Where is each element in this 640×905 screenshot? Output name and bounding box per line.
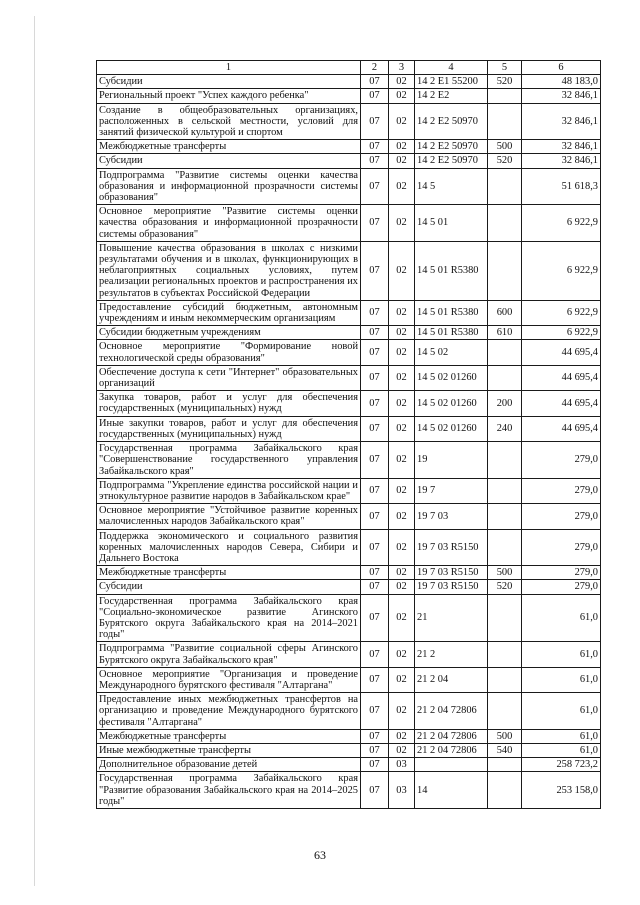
row-section-cell: 07 [361,693,389,730]
row-section-cell: 07 [361,758,389,772]
row-name-cell: Субсидии [97,75,361,89]
row-amount-cell: 32 846,1 [522,103,601,140]
row-name-cell: Закупка товаров, работ и услуг для обеспечения государственных (муниципальных) нужд [97,391,361,416]
row-subsection-cell: 02 [389,391,415,416]
row-expense-type-cell: 200 [488,391,522,416]
row-subsection-cell: 02 [389,300,415,325]
table-row [97,75,601,89]
row-amount-cell: 279,0 [522,580,601,594]
row-amount-cell: 51 618,3 [522,168,601,205]
row-expense-type-cell [488,693,522,730]
header-col-6: 6 [522,61,601,75]
row-section-cell: 07 [361,729,389,743]
row-amount-cell: 61,0 [522,594,601,642]
row-subsection-cell: 03 [389,772,415,809]
row-target-code-cell: 14 [415,772,488,809]
row-expense-type-cell [488,168,522,205]
row-section-cell: 07 [361,365,389,390]
table-row [97,300,601,325]
row-amount-cell: 44 695,4 [522,391,601,416]
table-row [97,580,601,594]
row-section-cell: 07 [361,772,389,809]
row-expense-type-cell [488,365,522,390]
row-section-cell: 07 [361,75,389,89]
row-amount-cell: 61,0 [522,693,601,730]
header-row [97,61,601,75]
row-subsection-cell: 02 [389,442,415,479]
table-row [97,103,601,140]
row-amount-cell: 61,0 [522,743,601,757]
table-row [97,326,601,340]
row-section-cell: 07 [361,416,389,441]
table-row [97,478,601,503]
row-target-code-cell: 21 2 04 72806 [415,729,488,743]
row-name-cell: Основное мероприятие "Развитие системы оценки качества образования и информационной прозрачности системы образования" [97,205,361,242]
row-expense-type-cell [488,758,522,772]
row-amount-cell: 279,0 [522,566,601,580]
budget-table [96,60,601,809]
row-name-cell: Основное мероприятие "Устойчивое развитие коренных малочисленных народов Забайкальского края" [97,504,361,529]
row-name-cell: Предоставление иных межбюджетных трансфертов на организацию и проведение Международного бурятского фестиваля "Алтаргана" [97,693,361,730]
table-row [97,168,601,205]
table-row [97,729,601,743]
row-section-cell: 07 [361,566,389,580]
row-target-code-cell: 14 2 E2 50970 [415,103,488,140]
row-target-code-cell: 21 2 04 72806 [415,743,488,757]
row-subsection-cell: 02 [389,89,415,103]
row-name-cell: Подпрограмма "Развитие системы оценки качества образования и информационной прозрачности системы образования" [97,168,361,205]
row-subsection-cell: 02 [389,594,415,642]
table-row [97,772,601,809]
row-target-code-cell [415,758,488,772]
row-subsection-cell: 02 [389,365,415,390]
row-expense-type-cell: 500 [488,566,522,580]
row-subsection-cell: 02 [389,205,415,242]
row-target-code-cell: 21 2 04 72806 [415,693,488,730]
table-row [97,442,601,479]
row-amount-cell: 32 846,1 [522,140,601,154]
row-subsection-cell: 02 [389,140,415,154]
row-expense-type-cell [488,241,522,300]
table-row [97,340,601,365]
row-subsection-cell: 02 [389,75,415,89]
row-name-cell: Поддержка экономического и социального развития коренных малочисленных народов Севера, Сибири и Дальнего Востока [97,529,361,566]
row-name-cell: Региональный проект "Успех каждого ребенка" [97,89,361,103]
table-row [97,241,601,300]
row-target-code-cell: 19 7 03 R5150 [415,580,488,594]
row-expense-type-cell [488,205,522,242]
row-expense-type-cell: 520 [488,580,522,594]
row-subsection-cell: 02 [389,743,415,757]
row-amount-cell: 61,0 [522,667,601,692]
row-expense-type-cell [488,772,522,809]
row-expense-type-cell: 610 [488,326,522,340]
row-expense-type-cell: 600 [488,300,522,325]
row-section-cell: 07 [361,340,389,365]
row-subsection-cell: 02 [389,693,415,730]
row-name-cell: Дополнительное образование детей [97,758,361,772]
header-col-3: 3 [389,61,415,75]
row-amount-cell: 32 846,1 [522,89,601,103]
header-col-4: 4 [415,61,488,75]
row-name-cell: Повышение качества образования в школах с низкими результатами обучения и в школах, функционирующих в неблагоприятных социальных условиях, путем реализации региональных проектов и распространения их результатов в субъектах Российской Федерации [97,241,361,300]
row-name-cell: Создание в общеобразовательных организациях, расположенных в сельской местности, условий для занятий физической культурой и спортом [97,103,361,140]
row-subsection-cell: 02 [389,416,415,441]
table-row [97,642,601,667]
row-target-code-cell: 14 5 02 01260 [415,416,488,441]
row-target-code-cell: 14 5 01 [415,205,488,242]
row-section-cell: 07 [361,529,389,566]
row-section-cell: 07 [361,580,389,594]
row-amount-cell: 61,0 [522,642,601,667]
scan-edge-line [34,16,35,886]
row-section-cell: 07 [361,642,389,667]
row-target-code-cell: 21 2 04 [415,667,488,692]
row-target-code-cell: 14 2 E2 [415,89,488,103]
table-row [97,693,601,730]
row-target-code-cell: 14 5 02 01260 [415,365,488,390]
row-target-code-cell: 14 5 [415,168,488,205]
row-amount-cell: 61,0 [522,729,601,743]
row-amount-cell: 253 158,0 [522,772,601,809]
row-target-code-cell: 14 5 01 R5380 [415,241,488,300]
table-row [97,365,601,390]
row-section-cell: 07 [361,140,389,154]
row-subsection-cell: 02 [389,642,415,667]
row-subsection-cell: 02 [389,168,415,205]
row-name-cell: Государственная программа Забайкальского края "Совершенствование государственного управления Забайкальского края" [97,442,361,479]
row-target-code-cell: 21 [415,594,488,642]
row-amount-cell: 44 695,4 [522,416,601,441]
table-row [97,416,601,441]
row-amount-cell: 6 922,9 [522,300,601,325]
row-name-cell: Межбюджетные трансферты [97,566,361,580]
row-section-cell: 07 [361,478,389,503]
row-section-cell: 07 [361,241,389,300]
row-name-cell: Субсидии [97,154,361,168]
row-amount-cell: 258 723,2 [522,758,601,772]
row-name-cell: Основное мероприятие "Организация и проведение Международного бурятского фестиваля "Алтаргана" [97,667,361,692]
row-expense-type-cell [488,529,522,566]
row-section-cell: 07 [361,103,389,140]
row-amount-cell: 32 846,1 [522,154,601,168]
row-expense-type-cell: 500 [488,729,522,743]
row-amount-cell: 6 922,9 [522,205,601,242]
row-target-code-cell: 21 2 [415,642,488,667]
row-section-cell: 07 [361,168,389,205]
row-amount-cell: 48 183,0 [522,75,601,89]
header-col-1: 1 [97,61,361,75]
row-target-code-cell: 19 [415,442,488,479]
row-subsection-cell: 02 [389,566,415,580]
table-row [97,529,601,566]
row-subsection-cell: 02 [389,241,415,300]
row-name-cell: Государственная программа Забайкальского края "Развитие образования Забайкальского края на 2014–2025 годы" [97,772,361,809]
table-row [97,743,601,757]
row-expense-type-cell [488,594,522,642]
row-expense-type-cell [488,667,522,692]
row-subsection-cell: 02 [389,667,415,692]
row-expense-type-cell [488,103,522,140]
row-name-cell: Межбюджетные трансферты [97,729,361,743]
row-amount-cell: 279,0 [522,504,601,529]
table-row [97,154,601,168]
row-amount-cell: 6 922,9 [522,241,601,300]
table-row [97,205,601,242]
row-section-cell: 07 [361,391,389,416]
row-expense-type-cell: 500 [488,140,522,154]
row-target-code-cell: 14 5 02 [415,340,488,365]
row-subsection-cell: 02 [389,580,415,594]
table-row [97,391,601,416]
row-expense-type-cell: 540 [488,743,522,757]
row-target-code-cell: 14 5 02 01260 [415,391,488,416]
row-amount-cell: 44 695,4 [522,365,601,390]
row-name-cell: Подпрограмма "Развитие социальной сферы Агинского Бурятского округа Забайкальского края" [97,642,361,667]
row-subsection-cell: 02 [389,478,415,503]
header-col-5: 5 [488,61,522,75]
table-body [97,75,601,809]
row-section-cell: 07 [361,154,389,168]
row-name-cell: Субсидии бюджетным учреждениям [97,326,361,340]
row-section-cell: 07 [361,300,389,325]
table-row [97,667,601,692]
row-name-cell: Иные межбюджетные трансферты [97,743,361,757]
row-subsection-cell: 02 [389,340,415,365]
page-number: 63 [314,848,326,862]
row-expense-type-cell: 520 [488,154,522,168]
row-subsection-cell: 03 [389,758,415,772]
row-section-cell: 07 [361,667,389,692]
row-section-cell: 07 [361,594,389,642]
row-amount-cell: 279,0 [522,478,601,503]
row-section-cell: 07 [361,326,389,340]
row-target-code-cell: 14 2 E2 50970 [415,140,488,154]
row-name-cell: Субсидии [97,580,361,594]
table-row [97,89,601,103]
row-target-code-cell: 19 7 03 R5150 [415,566,488,580]
row-target-code-cell: 19 7 [415,478,488,503]
row-subsection-cell: 02 [389,729,415,743]
row-section-cell: 07 [361,89,389,103]
row-name-cell: Иные закупки товаров, работ и услуг для обеспечения государственных (муниципальных) нужд [97,416,361,441]
row-expense-type-cell [488,442,522,479]
table-row [97,758,601,772]
row-name-cell: Предоставление субсидий бюджетным, автономным учреждениям и иным некоммерческим организациям [97,300,361,325]
row-expense-type-cell: 520 [488,75,522,89]
table-row [97,140,601,154]
row-section-cell: 07 [361,504,389,529]
row-target-code-cell: 14 5 01 R5380 [415,326,488,340]
header-col-2: 2 [361,61,389,75]
row-target-code-cell: 19 7 03 R5150 [415,529,488,566]
row-name-cell: Межбюджетные трансферты [97,140,361,154]
row-expense-type-cell [488,642,522,667]
row-amount-cell: 44 695,4 [522,340,601,365]
row-target-code-cell: 14 5 01 R5380 [415,300,488,325]
row-name-cell: Государственная программа Забайкальского края "Социально-экономическое развитие Агинского Бурятского округа Забайкальского края на 2014–2021 годы" [97,594,361,642]
row-amount-cell: 279,0 [522,529,601,566]
row-subsection-cell: 02 [389,529,415,566]
row-name-cell: Обеспечение доступа к сети "Интернет" образовательных организаций [97,365,361,390]
table-row [97,566,601,580]
row-section-cell: 07 [361,743,389,757]
row-expense-type-cell [488,89,522,103]
row-amount-cell: 6 922,9 [522,326,601,340]
row-expense-type-cell: 240 [488,416,522,441]
table-header [97,61,601,75]
row-target-code-cell: 14 2 E1 55200 [415,75,488,89]
row-subsection-cell: 02 [389,504,415,529]
row-name-cell: Подпрограмма "Укрепление единства российской нации и этнокультурное развитие народов в Забайкальском крае" [97,478,361,503]
row-subsection-cell: 02 [389,103,415,140]
row-target-code-cell: 19 7 03 [415,504,488,529]
row-expense-type-cell [488,340,522,365]
row-section-cell: 07 [361,442,389,479]
row-target-code-cell: 14 2 E2 50970 [415,154,488,168]
row-section-cell: 07 [361,205,389,242]
row-subsection-cell: 02 [389,154,415,168]
row-expense-type-cell [488,478,522,503]
row-subsection-cell: 02 [389,326,415,340]
table-row [97,594,601,642]
row-expense-type-cell [488,504,522,529]
table-row [97,504,601,529]
row-name-cell: Основное мероприятие "Формирование новой технологической среды образования" [97,340,361,365]
row-amount-cell: 279,0 [522,442,601,479]
